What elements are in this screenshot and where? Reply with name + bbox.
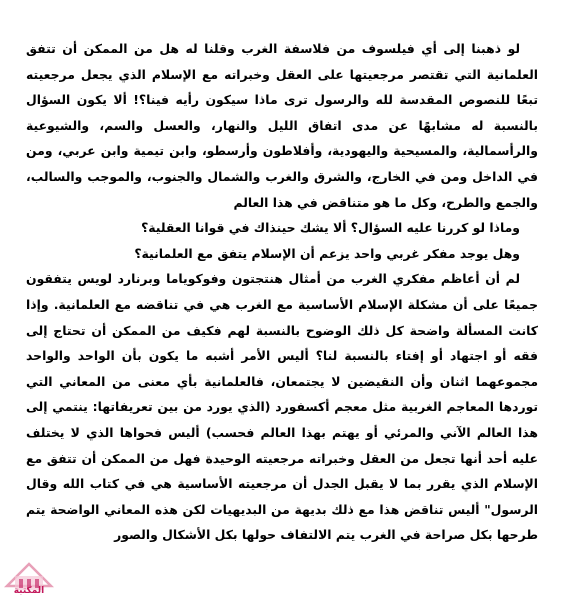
watermark-label: المكتبة [13, 586, 45, 596]
paragraph-2: وماذا لو كررنا عليه السؤال؟ ألا يشك حينذاك في قوانا العقلية؟ [141, 220, 520, 236]
paragraph-4: لم أن أعاظم مفكري الغرب من أمثال هنتجتون وفوكوياما وبرنارد لويس يتفقون جميعًا على أن مشكلة الإسلام الأساسية مع الغرب هي في تناقضه مع العلمانية. وإذا كانت المسألة واضحة كل ذلك الوضوح بالنسبة لهم فكيف من الممكن أن تحتاج إلى فقه أو اجتهاد أو إفتاء بالنسبة لنا؟ أليس الأمر أشبه ما يكون بأن الواحد والواحد مجموعهما اثنان وأن النقيضين لا يجتمعان، فالعلمانية بأي معنى من المعاني التي توردها المعاجم الغربية مثل معجم أكسفورد (الذي يورد من بين تعريفاتها: ينتمي إلى هذا العالم الآني والمرئي أو يهتم بهذا العالم فحسب) أليس فحواها الذي لا يختلف عليه أحد أنها تجعل من العقل وخبراته مرجعيته الوحيدة فهل من الممكن أن تتفق مع الإسلام الذي يقرر بما لا يقبل الجدل أن مرجعيته الأساسية هي في كتاب الله وقال الرسول" أليس تناقض هذا مع ذلك بديهة من البديهيات لكن هذه المعاني الواضحة يتم طرحها بكل صراحة في الغرب يتم الالتفاف حولها بكل الأشكال والصور [26, 271, 538, 543]
body-text [26, 36, 538, 548]
paragraph-3: وهل يوجد مفكر غربي واحد يزعم أن الإسلام يتفق مع العلمانية؟ [134, 245, 520, 261]
paragraph-1: لو ذهبنا إلى أي فيلسوف من فلاسفة الغرب وقلنا له هل من الممكن أن تتفق العلمانية التي تقتصر مرجعيتها على العقل وخبراته مع الإسلام الذي يجعل مرجعيته تبعًا للنصوص المقدسة لله والرسول ترى ماذا سيكون رأيه فينا؟! ألا يكون السؤال بالنسبة له مشابهًا عن مدى اتفاق الليل والنهار، والعسل والسم، والشيوعية والرأسمالية، والمسيحية واليهودية، وأفلاطون وأرسطو، وابن تيمية وابن عربي، ومن في الداخل ومن في الخارج، والشرق والغرب والشمال والجنوب، والموجب والسالب، والجمع والطرح، وكل ما هو متناقض في هذا العالم [26, 41, 538, 210]
